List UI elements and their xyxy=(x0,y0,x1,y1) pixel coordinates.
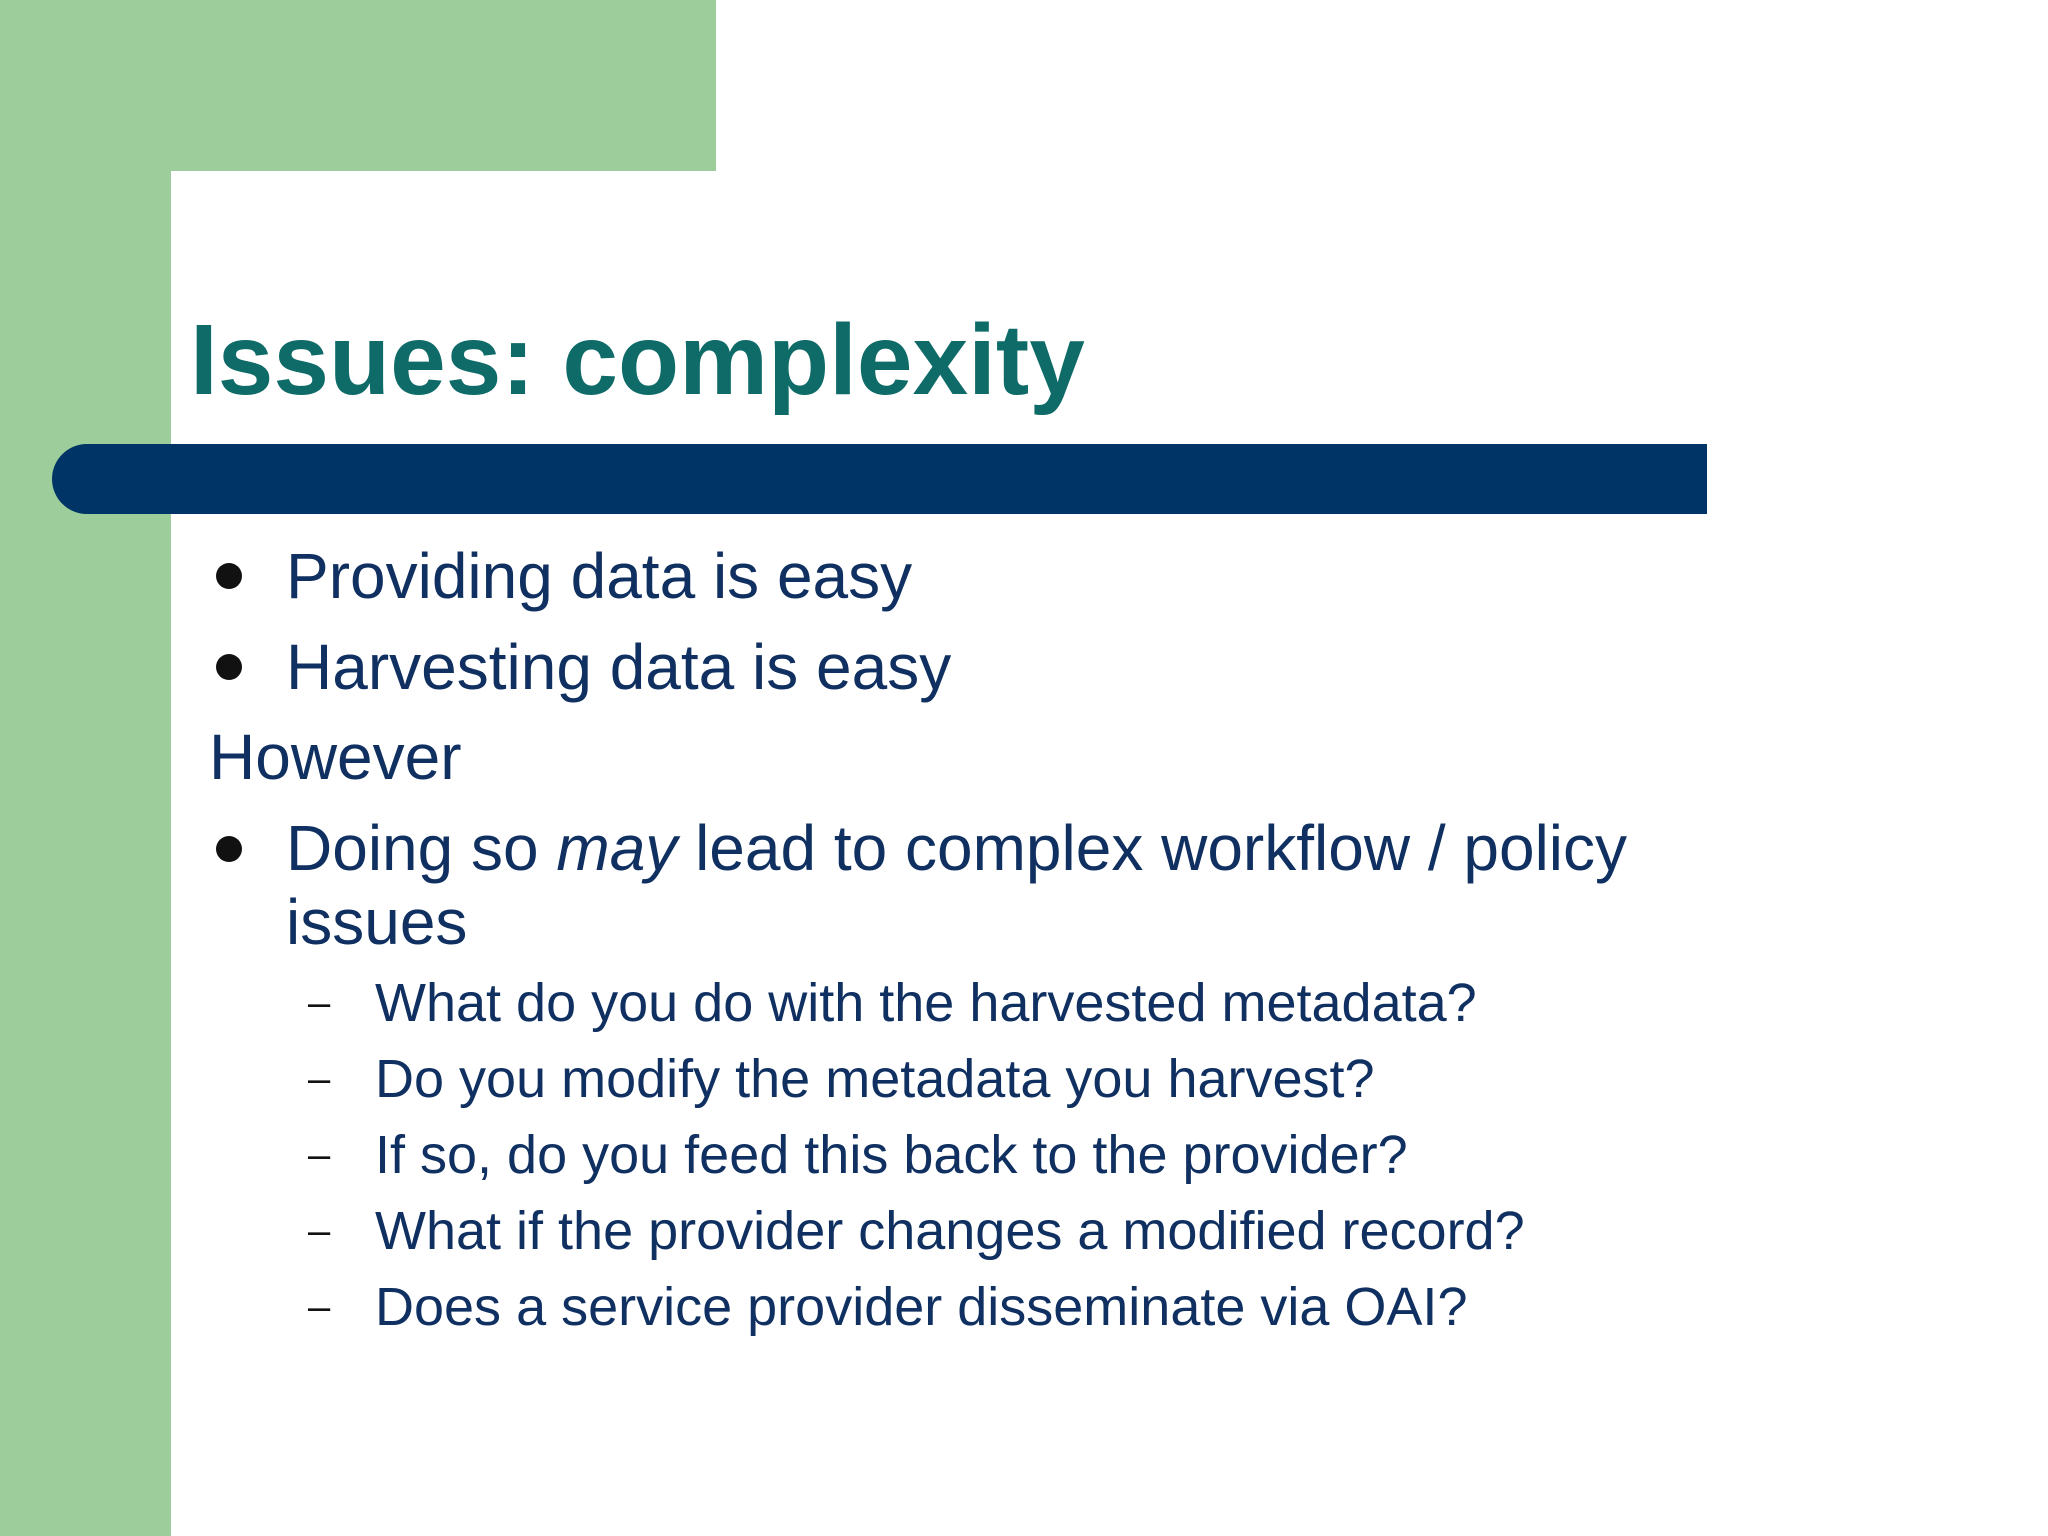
bullet-text-emphasis xyxy=(286,810,1627,886)
sub-bullet-dash-icon: – xyxy=(308,1057,331,1101)
sub-bullet-dash-icon: – xyxy=(308,981,331,1025)
bullet-text: Harvesting data is easy xyxy=(286,631,952,703)
bullet-text-after: lead to complex workflow / policy xyxy=(677,812,1627,884)
sub-bullet-dash-icon: – xyxy=(308,1285,331,1329)
emphasis-word: may xyxy=(556,812,678,884)
sub-bullet-dash-icon: – xyxy=(308,1209,331,1253)
sub-bullet-text: Do you modify the metadata you harvest? xyxy=(375,1049,1375,1109)
bullet-dot-icon xyxy=(216,836,242,862)
slide-title: Issues: complexity xyxy=(190,304,1085,416)
sub-bullet-text: Does a service provider disseminate via OAI? xyxy=(375,1277,1468,1337)
bullet-dot-icon xyxy=(216,563,242,589)
sub-bullet-text: What do you do with the harvested metadata? xyxy=(375,973,1477,1033)
bullet-text-before: Doing so xyxy=(286,812,557,884)
bullet-dot-icon xyxy=(216,654,242,680)
sub-bullet-text: If so, do you feed this back to the provider? xyxy=(375,1125,1408,1185)
bullet-text: Providing data is easy xyxy=(286,540,913,612)
plain-line-however: However xyxy=(209,721,462,793)
sub-bullet-text: What if the provider changes a modified record? xyxy=(375,1201,1525,1261)
bullet-continuation: issues xyxy=(286,886,468,958)
sub-bullet-dash-icon: – xyxy=(308,1133,331,1177)
